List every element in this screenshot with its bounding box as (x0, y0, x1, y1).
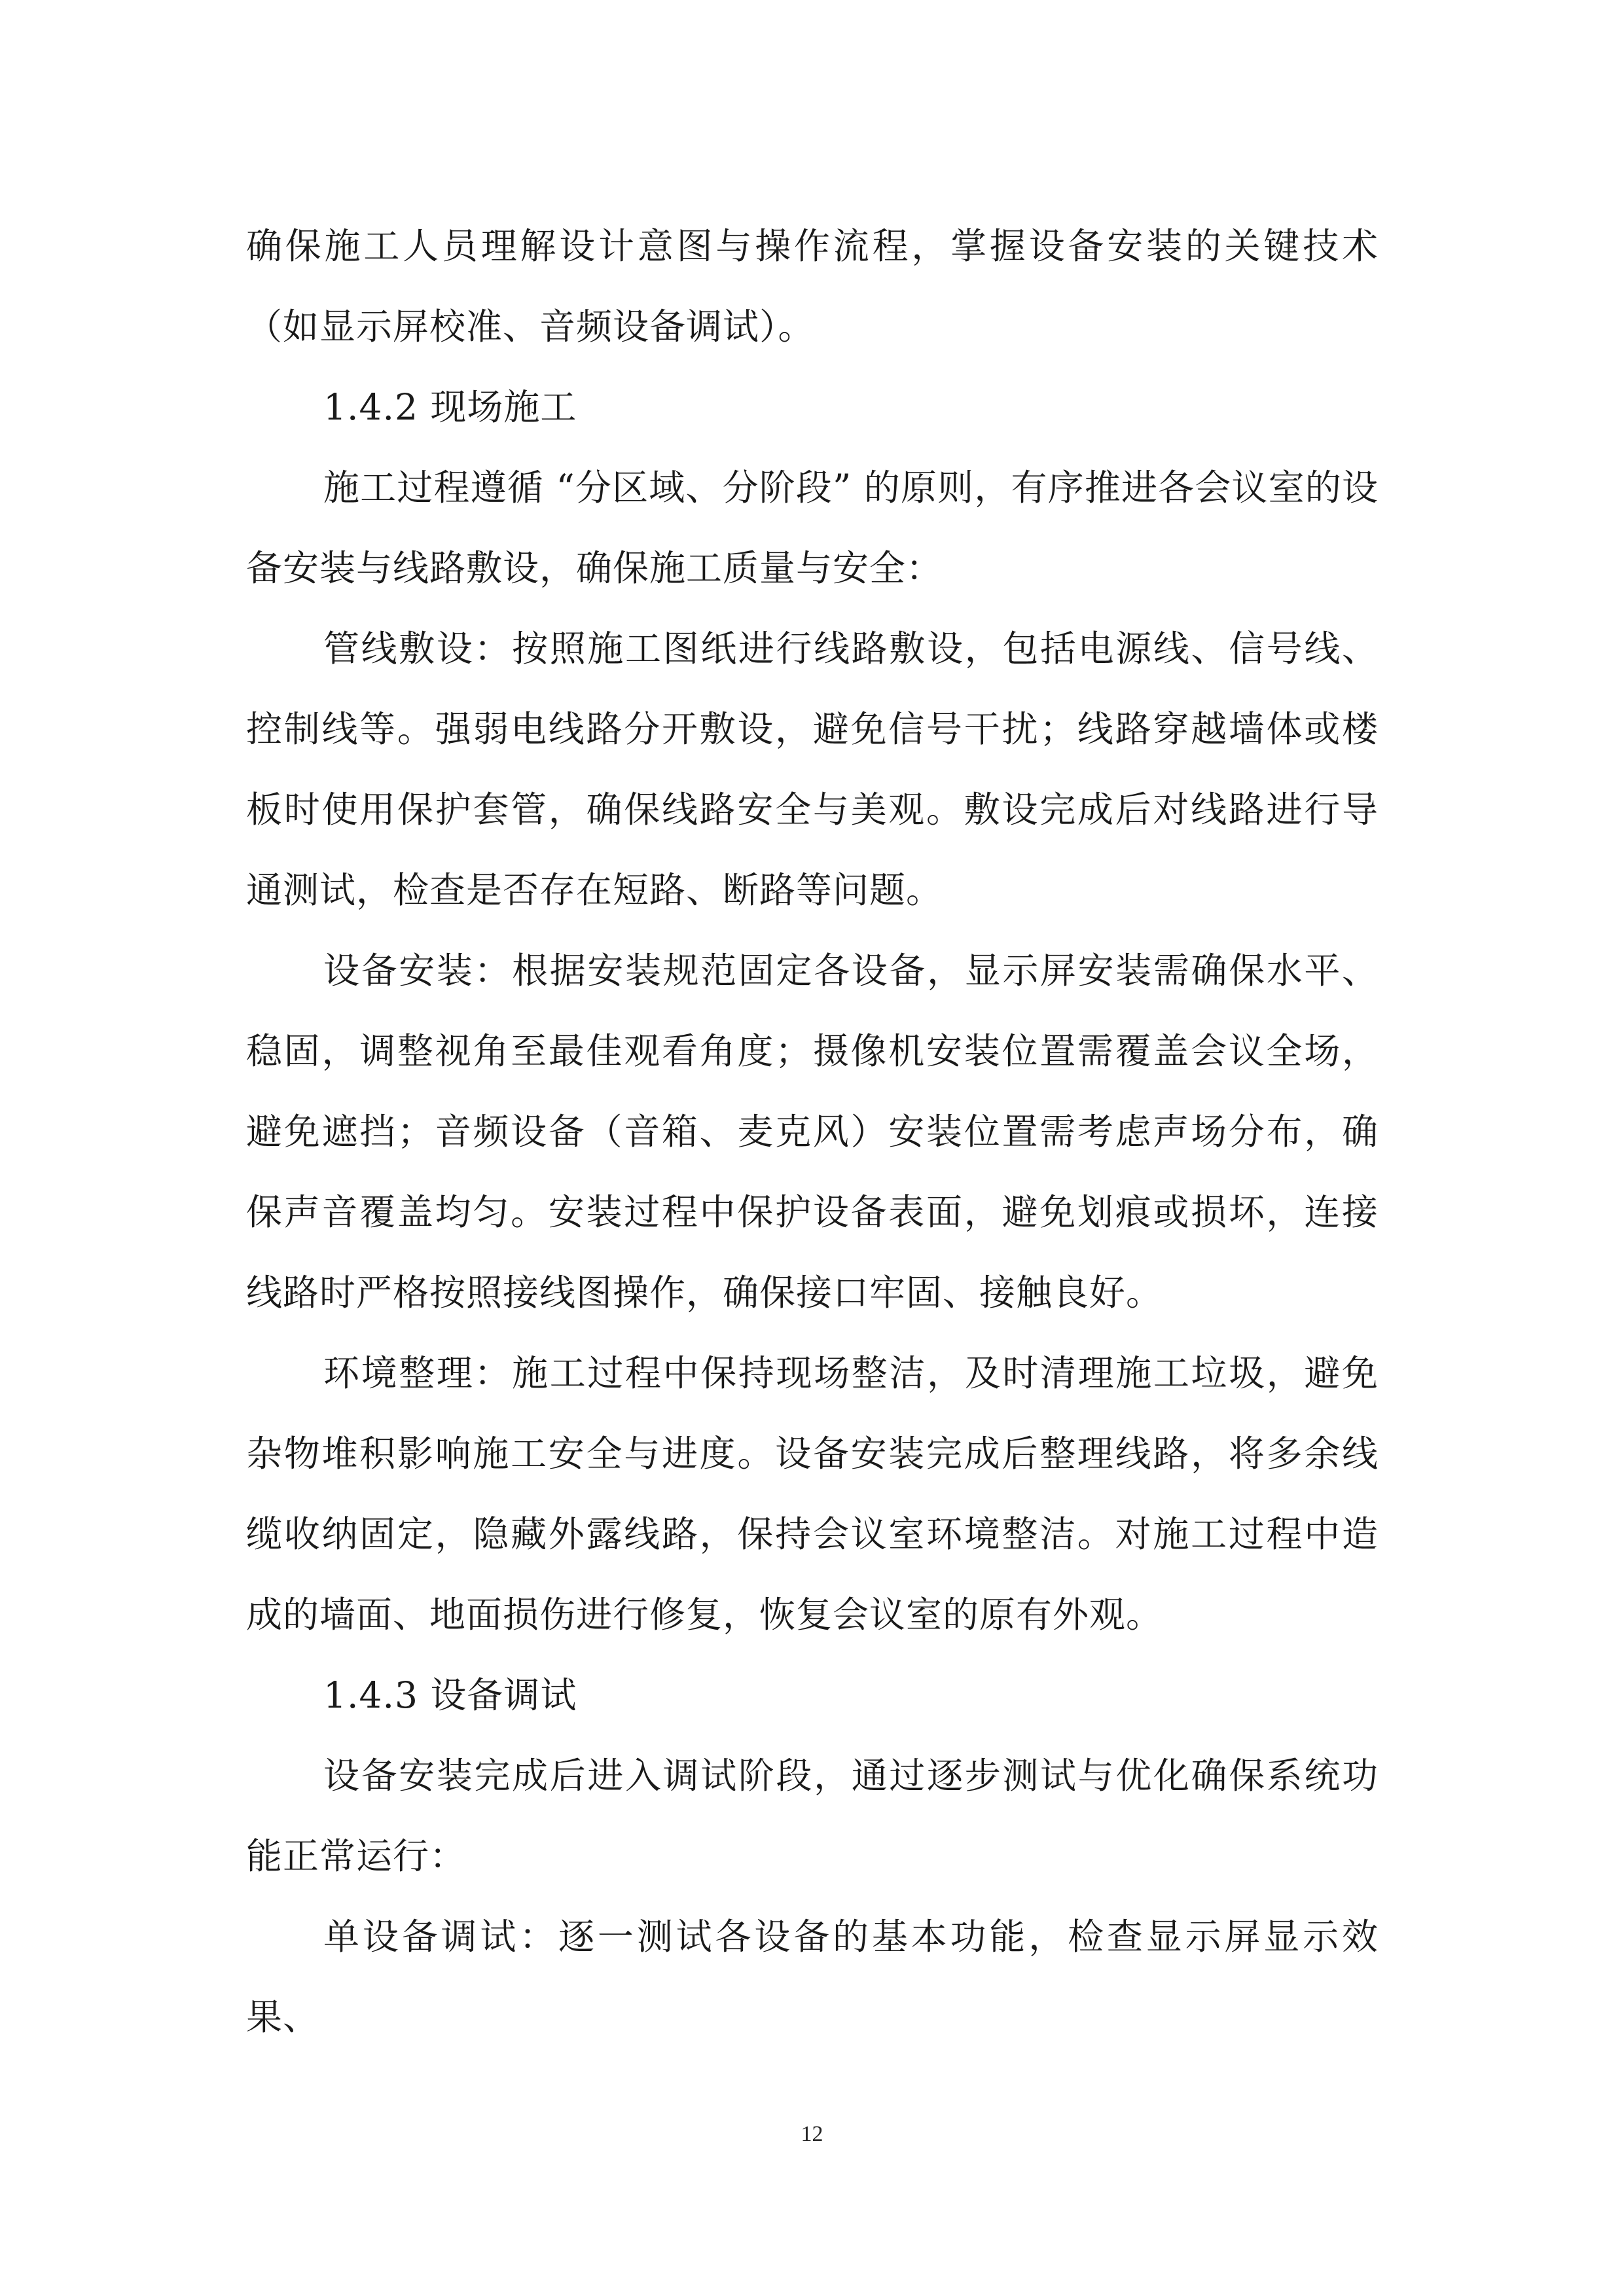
paragraph-debugging-intro: 设备安装完成后进入调试阶段，通过逐步测试与优化确保系统功能正常运行： (246, 1755, 1379, 1877)
paragraph-construction-principle: 施工过程遵循 “分区域、分阶段” 的原则，有序推进各会议室的设备安装与线路敷设，确保施工质量与安全： (246, 467, 1379, 589)
page-number: 12 (801, 2122, 823, 2146)
paragraph-training-continuation: 确保施工人员理解设计意图与操作流程，掌握设备安装的关键技术（如显示屏校准、音频设备调试）。 (246, 225, 1379, 348)
paragraph-environment-cleanup: 环境整理：施工过程中保持现场整洁，及时清理施工垃圾，避免杂物堆积影响施工安全与进度。设备安装完成后整理线路，将多余线缆收纳固定，隐藏外露线路，保持会议室环境整洁。对施工过程中造成的墙面、地面损伤进行修复，恢复会议室的原有外观。 (246, 1352, 1379, 1636)
section-heading-1-4-2: 1.4.2 现场施工 (323, 386, 577, 428)
page-body (246, 206, 1379, 2058)
paragraph-equipment-installation: 设备安装：根据安装规范固定各设备，显示屏安装需确保水平、稳固，调整视角至最佳观看角度；摄像机安装位置需覆盖会议全场，避免遮挡；音频设备（音箱、麦克风）安装位置需考虑声场分布，确保声音覆盖均匀。安装过程中保护设备表面，避免划痕或损坏，连接线路时严格按照接线图操作，确保接口牢固、接触良好。 (246, 950, 1379, 1314)
section-heading-1-4-3: 1.4.3 设备调试 (323, 1674, 577, 1716)
paragraph-single-device-debugging: 单设备调试：逐一测试各设备的基本功能，检查显示屏显示效果、 (246, 1916, 1379, 2038)
paragraph-pipeline-laying: 管线敷设：按照施工图纸进行线路敷设，包括电源线、信号线、控制线等。强弱电线路分开敷设，避免信号干扰；线路穿越墙体或楼板时使用保护套管，确保线路安全与美观。敷设完成后对线路进行导通测试，检查是否存在短路、断路等问题。 (246, 628, 1379, 911)
